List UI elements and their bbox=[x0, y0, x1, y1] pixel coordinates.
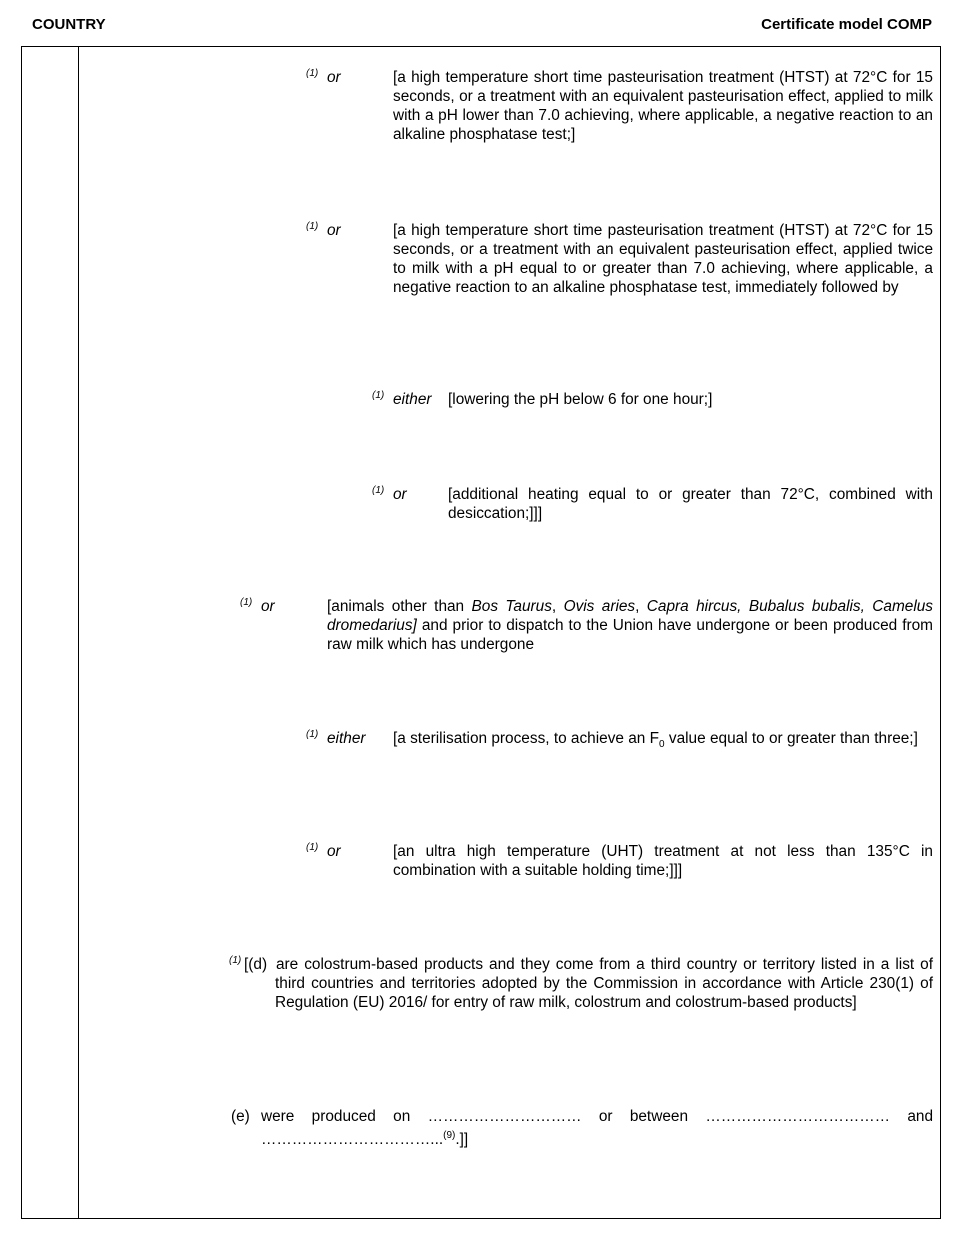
option-keyword: or bbox=[393, 486, 407, 503]
option-text: [a sterilisation process, to achieve an $F_0$ value equal to or greater than three;] bbox=[393, 730, 918, 751]
option-keyword: or bbox=[327, 843, 341, 860]
footnote-marker: (1) bbox=[229, 955, 242, 966]
option-text: were produced on ………………………… or between ……………………………… and ……………………………...$^{(9)}$.]] bbox=[261, 1108, 933, 1149]
footnote-marker: (1) bbox=[372, 390, 385, 401]
option-keyword: or bbox=[327, 69, 341, 86]
option-text: [a high temperature short time pasteurisation treatment (HTST) at 72°C for 15 seconds, or a treatment with an equivalent pasteurisation effect, applied to milk with a pH lower than 7.0 achieving, where applicable, a negative reaction to an alkaline phosphatase test;] bbox=[393, 69, 933, 143]
footnote-marker: (1) bbox=[306, 729, 319, 740]
certificate-model-header: Certificate model COMP bbox=[761, 16, 932, 33]
column-divider bbox=[78, 46, 79, 1219]
footnote-marker: (1) bbox=[306, 842, 319, 853]
footnote-marker: (1) bbox=[240, 597, 253, 608]
option-text: [additional heating equal to or greater than 72°C, combined with desiccation;]]] bbox=[448, 486, 933, 522]
footnote-marker: (1) bbox=[306, 221, 319, 232]
option-keyword: or bbox=[327, 222, 341, 239]
option-keyword: or bbox=[261, 598, 275, 615]
option-keyword: either bbox=[327, 730, 366, 747]
item-label-d: [(d) bbox=[244, 956, 268, 973]
option-text: [lowering the pH below 6 for one hour;] bbox=[448, 391, 713, 408]
country-header: COUNTRY bbox=[32, 16, 106, 33]
option-text: are colostrum-based products and they come from a third country or territory listed in a list of third countries and territories adopted by the Commission in accordance with Article 230(1) of Regulation (EU) 2016/ for entry of raw milk, colostrum and colostrum-based products] bbox=[275, 956, 933, 1011]
option-text: [a high temperature short time pasteurisation treatment (HTST) at 72°C for 15 seconds, or a treatment with an equivalent pasteurisation effect, applied twice to milk with a pH equal to or greater than 7.0 achieving, where applicable, a negative reaction to an alkaline phosphatase test, immediately followed by bbox=[393, 222, 933, 296]
option-text: [animals other than Bos Taurus, Ovis aries, Capra hircus, Bubalus bubalis, Camelus dromedarius] and prior to dispatch to the Union have undergone or been produced from raw milk which has undergone bbox=[327, 598, 933, 653]
item-label-e: (e) bbox=[231, 1108, 250, 1125]
footnote-marker: (1) bbox=[306, 68, 319, 79]
option-text: [an ultra high temperature (UHT) treatment at not less than 135°C in combination with a suitable holding time;]]] bbox=[393, 843, 933, 879]
option-keyword: either bbox=[393, 391, 432, 408]
footnote-marker: (1) bbox=[372, 485, 385, 496]
